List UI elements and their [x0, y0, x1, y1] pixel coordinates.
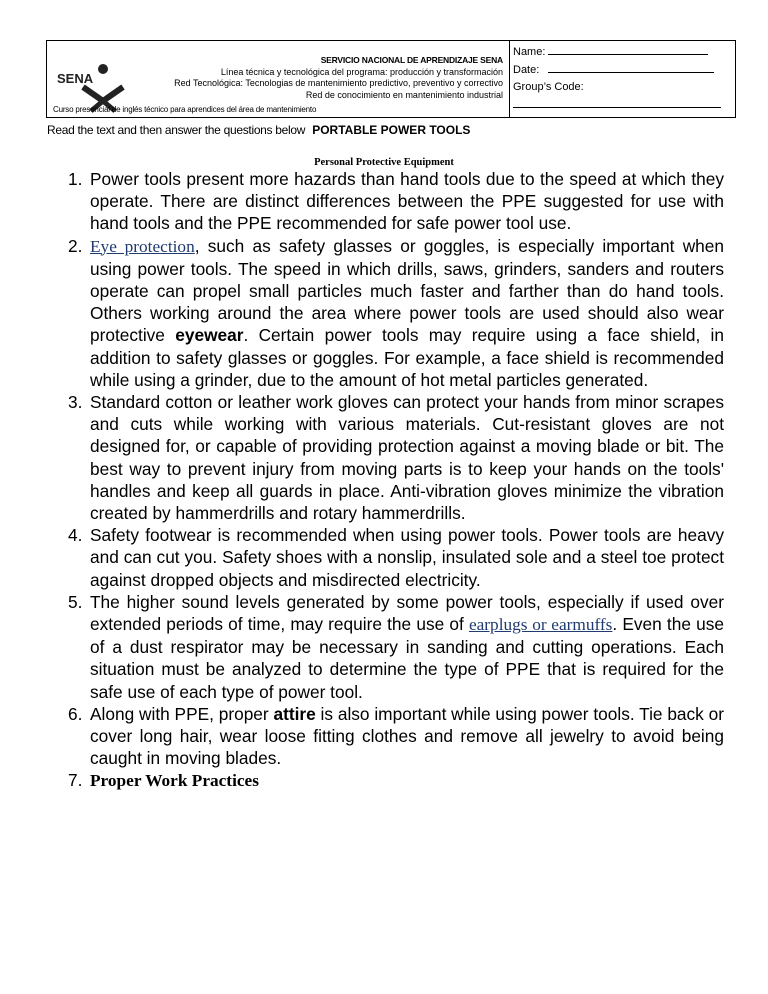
red-tech: Red Tecnológica: Tecnologias de mantenimiento predictivo, preventivo y correctivo	[174, 78, 503, 88]
ppe-list	[68, 168, 724, 793]
date-field[interactable]	[548, 61, 714, 73]
earplugs-link[interactable]: earplugs or earmuffs	[468, 615, 613, 635]
institution-lines	[63, 55, 503, 101]
item-text: . Certain power tools may require using a face shield, in addition to safety glasses or goggles. For example, a face shield is recommended while using a grinder, due to the amount of hot metal particles generated.	[90, 325, 724, 390]
red-knowledge: Red de conocimiento en mantenimiento industrial	[305, 89, 503, 100]
item-text: . Even the use of a dust respirator may be necessary in sanding and cutting operations. Each situation must be analyzed to determine the type of PPE that is required for the safe use of each type of power tool.	[90, 614, 724, 702]
list-item	[68, 524, 724, 591]
institution-name: SERVICIO NACIONAL DE APRENDIZAJE SENA	[320, 55, 503, 65]
item-heading: Proper Work Practices	[90, 771, 259, 791]
document-header	[46, 40, 736, 118]
logo-text: SENA	[57, 71, 94, 86]
list-item	[68, 769, 724, 792]
list-item	[68, 591, 724, 703]
item-number: 2.	[68, 235, 83, 256]
date-row	[513, 61, 733, 79]
item-number: 4.	[68, 525, 83, 546]
group-code-row	[513, 96, 733, 114]
item-text: Safety footwear is recommended when using power tools. Power tools are heavy and can cut you. Safety shoes with a nonslip, insulated sole and a steel toe protect against dropped objects and misdirected electricity.	[90, 525, 724, 590]
item-text: The higher sound levels generated by some power tools, especially if used over extended periods of time, may require the use of	[90, 591, 724, 635]
item-number: 7.	[68, 770, 83, 791]
item-text: Along with PPE, proper	[90, 703, 274, 724]
item-text: is also important while using power tools. Tie back or cover long hair, wear loose fitting clothes and remove all jewelry to avoid being caught in moving blades.	[90, 703, 724, 769]
eye-protection-link[interactable]: Eye protection	[90, 236, 195, 256]
line-tech: Línea técnica y tecnológica del programa: producción y transformación	[220, 66, 503, 77]
item-text: Power tools present more hazards than hand tools due to the speed at which they operate. There are distinct differences between the PPE suggested for use with hand tools and the PPE recommended for safe power tool use.	[90, 169, 724, 234]
item-text: , such as safety glasses or goggles, is especially important when using power tools. The speed in which drills, saws, grinders, sanders and routers operate can propel small particles much faster and farther than do hand tools. Others working around the area where power tools are used should also wear protective	[90, 235, 725, 346]
group-label: Group’s Code:	[513, 81, 584, 93]
item-number: 6.	[68, 703, 83, 724]
name-field[interactable]	[548, 43, 708, 55]
list-item	[68, 703, 724, 770]
document-title: PORTABLE POWER TOOLS	[312, 123, 471, 137]
item-bold-text: attire	[273, 703, 316, 724]
course-line: Curso presencial de inglés técnico para aprendices del área de mantenimiento	[53, 105, 317, 114]
instructions	[47, 123, 470, 137]
name-label: Name:	[513, 46, 546, 58]
institution-block	[47, 41, 510, 117]
date-label: Date:	[513, 64, 540, 76]
item-number: 1.	[68, 169, 83, 189]
item-number: 3.	[68, 392, 83, 413]
section-title: Personal Protective Equipment	[314, 157, 454, 168]
item-text: Standard cotton or leather work gloves can protect your hands from minor scrapes and cuts while working with various materials. Cut-resistant gloves are not designed for, or capable of providing protection against a moving blade or bit. The best way to prevent injury from moving parts is to keep your hands on the tools' handles and keep all guards in place. Anti-vibration gloves minimize the vibration created by hammerdrills and rotary hammerdrills.	[90, 392, 724, 524]
student-fields	[513, 43, 733, 114]
list-item	[68, 168, 724, 235]
group-row	[513, 79, 733, 96]
item-number: 5.	[68, 591, 83, 612]
list-item	[68, 235, 724, 391]
group-code-field[interactable]	[513, 96, 721, 108]
item-bold-text: eyewear	[175, 325, 244, 346]
instructions-text: Read the text and then answer the questions below	[47, 123, 306, 137]
name-row	[513, 43, 733, 61]
list-item	[68, 391, 724, 524]
